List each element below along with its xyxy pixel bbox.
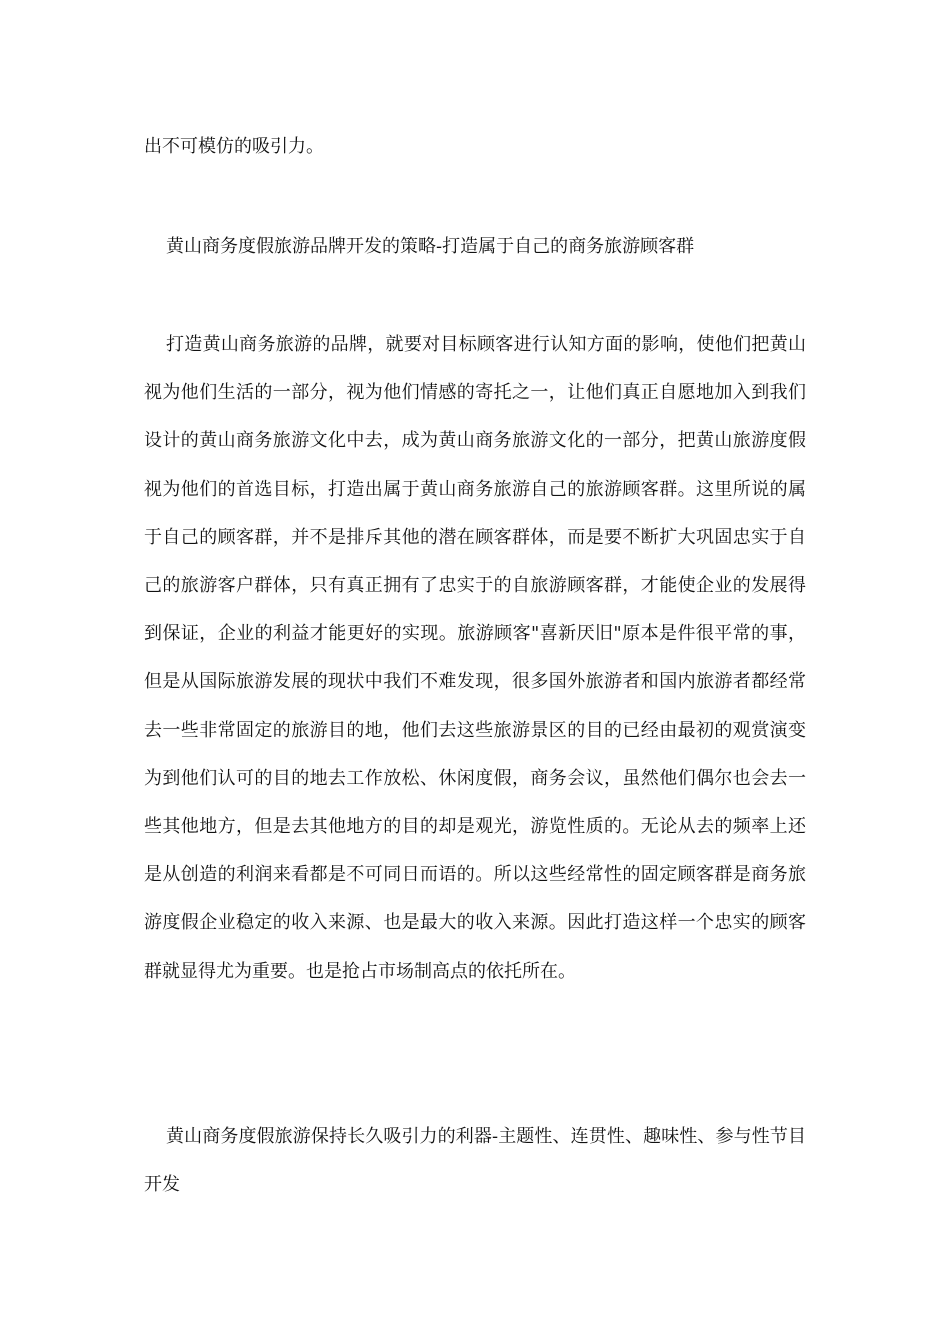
paragraph-customer-group: 打造黄山商务旅游的品牌，就要对目标顾客进行认知方面的影响，使他们把黄山视为他们生活的一部分，视为他们情感的寄托之一，让他们真正自愿地加入到我们设计的黄山商务旅游文化中去，成为黄山商务旅游文化的一部分，把黄山旅游度假视为他们的首选目标，打造出属于黄山商务旅游自己的旅游顾客群。这里所说的属于自己的顾客群，并不是排斥其他的潜在顾客群体，而是要不断扩大巩固忠实于自己的旅游客户群体，只有真正拥有了忠实于的自旅游顾客群，才能使企业的发展得到保证，企业的利益才能更好的实现。旅游顾客"喜新厌旧"原本是件很平常的事，但是从国际旅游发展的现状中我们不难发现，很多国外旅游者和国内旅游者都经常去一些非常固定的旅游目的地，他们去这些旅游景区的目的已经由最初的观赏演变为到他们认可的目的地去工作放松、休闲度假，商务会议，虽然他们偶尔也会去一些其他地方，但是去其他地方的目的却是观光，游览性质的。无论从去的频率上还是从创造的利润来看都是不可同日而语的。所以这些经常性的固定顾客群是商务旅游度假企业稳定的收入来源、也是最大的收入来源。因此打造这样一个忠实的顾客群就显得尤为重要。也是抢占市场制高点的依托所在。 — [144, 334, 806, 982]
section-heading-attraction: 黄山商务度假旅游保持长久吸引力的利器-主题性、连贯性、趣味性、参与性节目开发 — [144, 1126, 806, 1196]
section-heading-customer-group: 黄山商务度假旅游品牌开发的策略-打造属于自己的商务旅游顾客群 — [166, 236, 695, 257]
paragraph-continuation: 出不可模仿的吸引力。 — [144, 136, 324, 157]
